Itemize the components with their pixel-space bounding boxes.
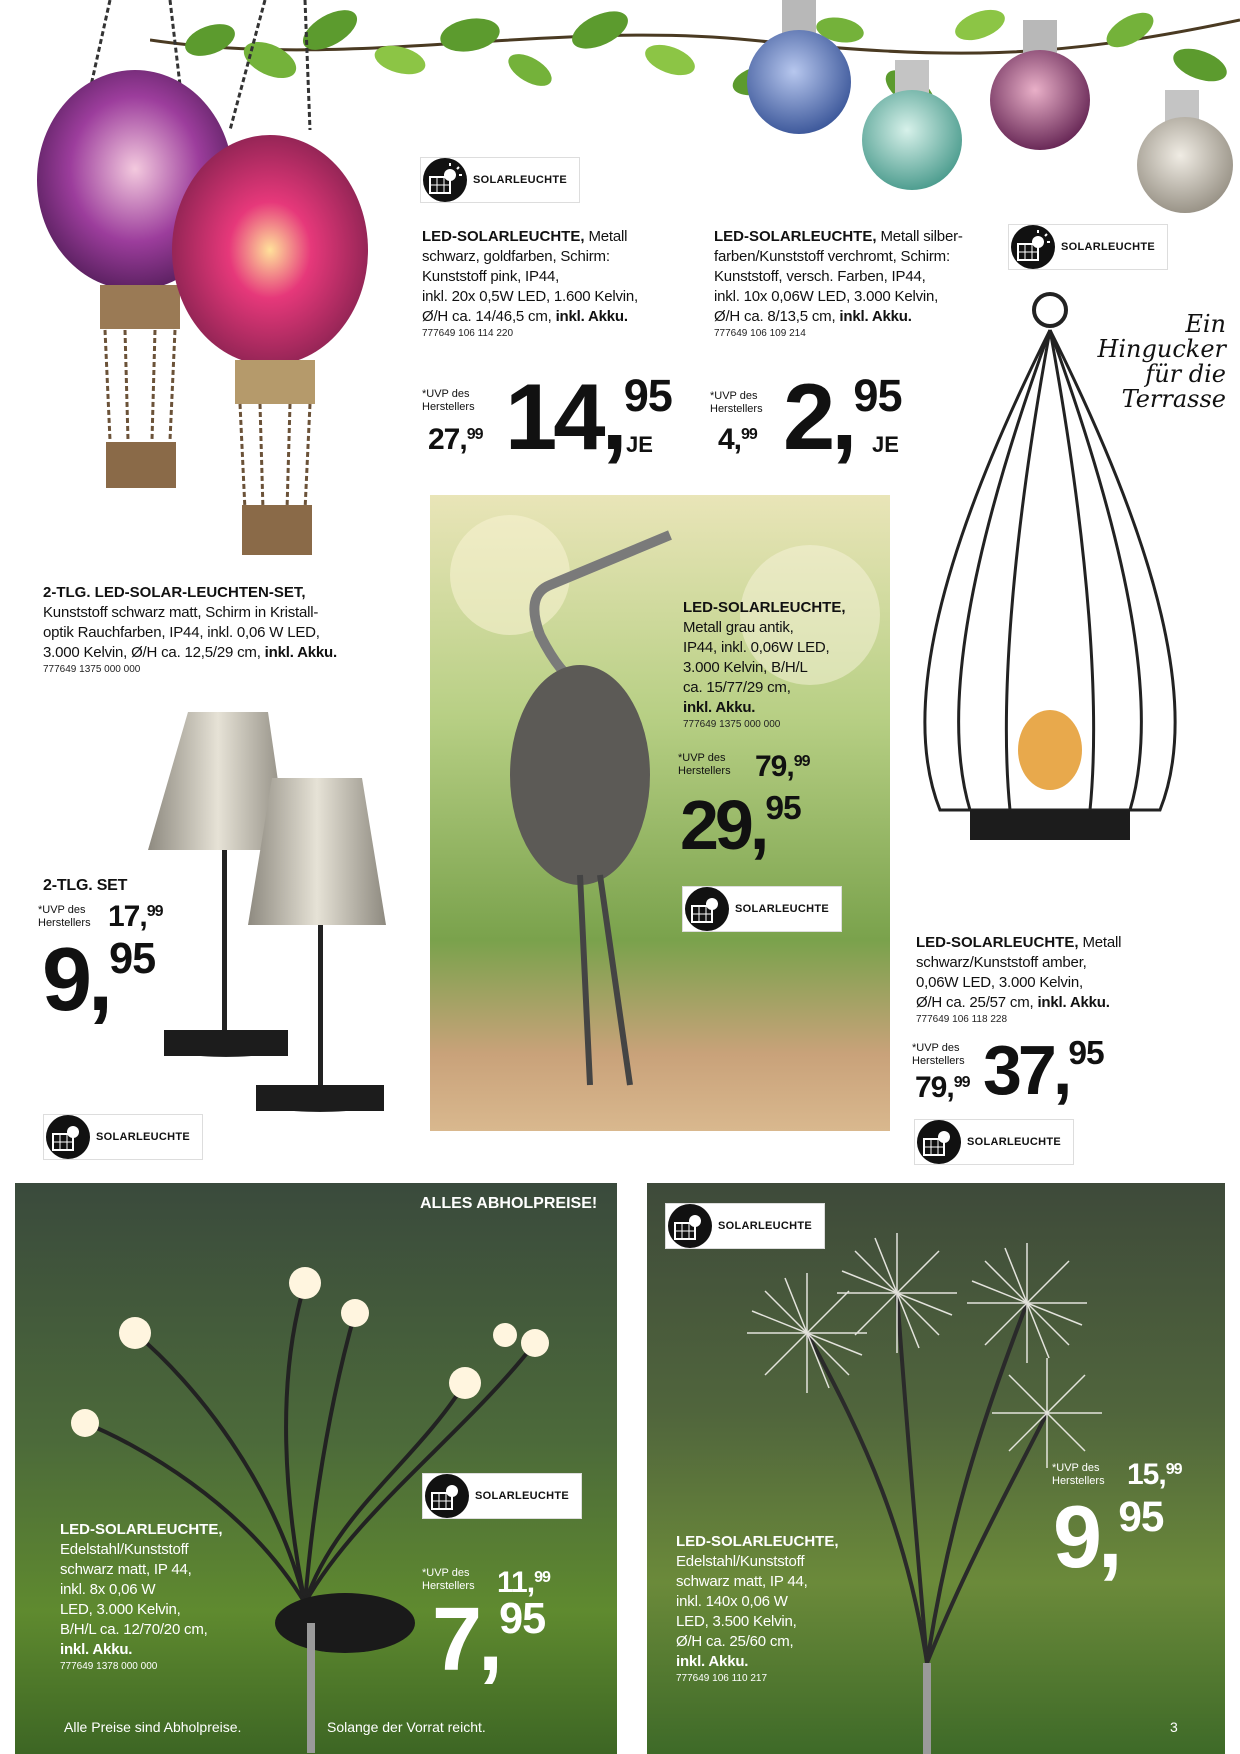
uvp-label: *UVP des Herstellers	[422, 388, 475, 413]
article-number: 777649 106 118 228	[916, 1014, 1008, 1025]
product-name: LED-SOLARLEUCHTE,	[916, 934, 1079, 951]
product-description: LED-SOLARLEUCHTE, Metall schwarz/Kunststoff amber, 0,06W LED, 3.000 Kelvin, Ø/H ca. 25/57 cm, inkl. Akku. 777649 106 118 228	[916, 933, 1176, 1027]
product-name: LED-SOLARLEUCHTE,	[683, 599, 846, 616]
solar-icon	[917, 1120, 961, 1164]
solar-badge	[422, 1473, 582, 1519]
solar-icon	[423, 158, 467, 202]
footer-note-middle: Solange der Vorrat reicht.	[327, 1719, 486, 1735]
product-name: 2-TLG. SET	[43, 877, 128, 894]
article-number: 777649 106 114 220	[422, 328, 514, 339]
product-description: LED-SOLARLEUCHTE, Metall grau antik, IP44, inkl. 0,06W LED, 3.000 Kelvin, B/H/L ca. 15/77/29 cm, inkl. Akku. 777649 1375 000 000	[683, 598, 883, 732]
uvp-label: *UVP des Herstellers	[678, 752, 731, 777]
article-number: 777649 106 110 217	[676, 1673, 768, 1684]
solar-badge-label: SOLARLEUCHTE	[1061, 241, 1156, 253]
per-unit-label: JE	[626, 432, 653, 457]
sale-price: 14,95	[505, 364, 672, 469]
article-number: 777649 1378 000 000	[60, 1661, 158, 1672]
heron-lamp-image	[430, 495, 890, 1131]
balloon-lamps-image	[20, 0, 400, 570]
uvp-price: 4,99	[718, 423, 757, 456]
cage-lamp-image	[900, 290, 1200, 910]
uvp-label: *UVP des Herstellers	[38, 904, 91, 929]
product-description: 2-TLG. LED-SOLAR-LEUCHTEN-SET, Kunststoff schwarz matt, Schirm in Kristall- optik Rauchfarben, IP44, inkl. 0,06 W LED, 3.000 Kelvin, Ø/H ca. 12,5/29 cm, inkl. Akku. 777649 1375 000 000	[43, 583, 423, 677]
article-number: 777649 1375 000 000	[43, 664, 141, 675]
solar-badge-label: SOLARLEUCHTE	[718, 1220, 813, 1232]
solar-badge	[682, 886, 842, 932]
script-headline: Ein Hingucker für die Terrasse	[1097, 310, 1226, 413]
uvp-price: 11,99	[497, 1566, 550, 1599]
uvp-price: 27,99	[428, 423, 483, 456]
solar-icon	[668, 1204, 712, 1248]
per-unit-label: JE	[872, 432, 899, 457]
uvp-label: *UVP des Herstellers	[422, 1567, 475, 1592]
sale-price: 7,95	[432, 1590, 546, 1690]
article-number: 777649 1375 000 000	[683, 719, 781, 730]
product-description: LED-SOLARLEUCHTE, Metall silber- farben/Kunststoff verchromt, Schirm: Kunststoff, versch. Farben, IP44, inkl. 10x 0,06W LED, 3.000 Kelvin, Ø/H ca. 8/13,5 cm, inkl. Akku. 777649 106 109 214	[714, 227, 994, 341]
uvp-price: 79,99	[755, 750, 810, 783]
uvp-price: 79,99	[915, 1071, 970, 1104]
solar-badge	[1008, 224, 1168, 270]
sale-price: 37,95	[983, 1031, 1104, 1109]
sale-price: 29,95	[680, 786, 801, 864]
product-name: LED-SOLARLEUCHTE,	[714, 228, 877, 245]
uvp-label: *UVP des Herstellers	[912, 1042, 965, 1067]
uvp-label: *UVP des Herstellers	[710, 390, 763, 415]
sale-price: 9,95	[1053, 1487, 1164, 1586]
uvp-price: 15,99	[1127, 1458, 1182, 1491]
solar-icon	[46, 1115, 90, 1159]
table-lamps-image	[140, 700, 400, 1150]
sale-price: 2,95	[783, 364, 902, 469]
solar-icon	[425, 1474, 469, 1518]
product-name: LED-SOLARLEUCHTE,	[60, 1521, 223, 1538]
solar-badge-label: SOLARLEUCHTE	[475, 1490, 570, 1502]
solar-badge	[914, 1119, 1074, 1165]
sale-price: 9,95	[42, 930, 156, 1030]
product-description: LED-SOLARLEUCHTE, Edelstahl/Kunststoff schwarz matt, IP 44, inkl. 140x 0,06 W LED, 3.500 Kelvin, Ø/H ca. 25/60 cm, inkl. Akku. 777649 106 110 217	[676, 1532, 896, 1686]
product-name: LED-SOLARLEUCHTE,	[422, 228, 585, 245]
solar-icon	[1011, 225, 1055, 269]
solar-badge	[43, 1114, 203, 1160]
solar-badge-label: SOLARLEUCHTE	[735, 903, 830, 915]
globe-lamps-image	[740, 0, 1240, 215]
product-name: 2-TLG. LED-SOLAR-LEUCHTEN-SET,	[43, 584, 306, 601]
page-number: 3	[1170, 1719, 1178, 1735]
alles-abholpreise-banner: ALLES ABHOLPREISE!	[420, 1195, 598, 1212]
solar-badge-label: SOLARLEUCHTE	[473, 174, 568, 186]
product-description: LED-SOLARLEUCHTE, Edelstahl/Kunststoff schwarz matt, IP 44, inkl. 8x 0,06 W LED, 3.000 Kelvin, B/H/L ca. 12/70/20 cm, inkl. Akku. 777649 1378 000 000	[60, 1520, 260, 1674]
uvp-label: *UVP des Herstellers	[1052, 1462, 1105, 1487]
solar-badge-label: SOLARLEUCHTE	[96, 1131, 191, 1143]
footer-note-left: Alle Preise sind Abholpreise.	[64, 1719, 242, 1735]
solar-badge	[420, 157, 580, 203]
solar-badge-label: SOLARLEUCHTE	[967, 1136, 1062, 1148]
product-name: LED-SOLARLEUCHTE,	[676, 1533, 839, 1550]
article-number: 777649 106 109 214	[714, 328, 806, 339]
uvp-price: 17,99	[108, 900, 163, 933]
solar-badge	[665, 1203, 825, 1249]
product-description: LED-SOLARLEUCHTE, Metall schwarz, goldfarben, Schirm: Kunststoff pink, IP44, inkl. 20x 0,5W LED, 1.600 Kelvin, Ø/H ca. 14/46,5 cm, inkl. Akku. 777649 106 114 220	[422, 227, 672, 341]
solar-icon	[685, 887, 729, 931]
